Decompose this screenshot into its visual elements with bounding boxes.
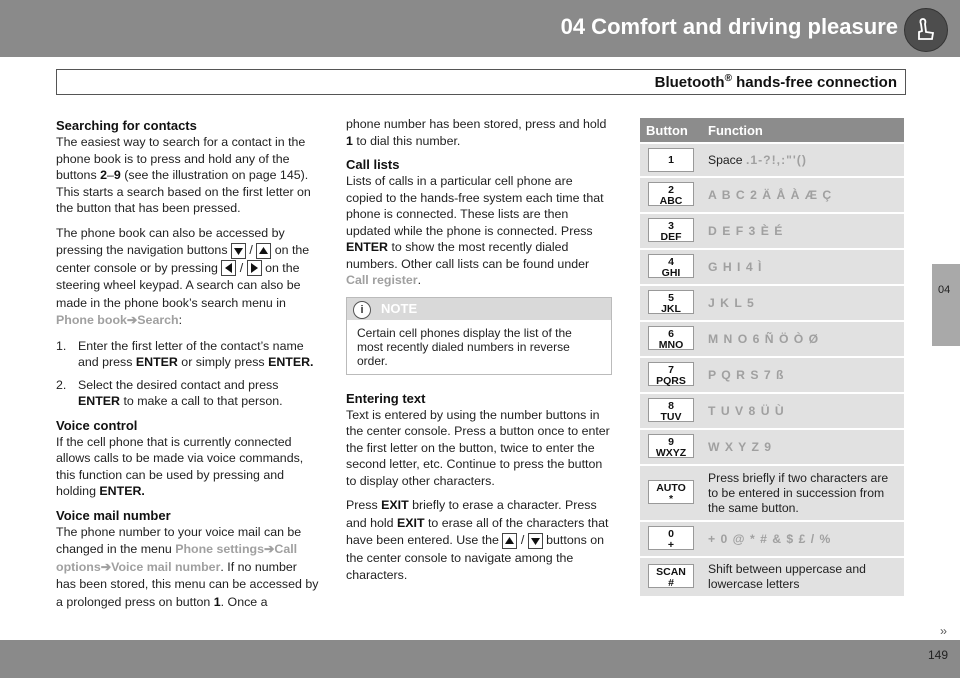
paragraph-voice-mail: The phone number to your voice mail can be changed in the menu Phone settings➔Call options➔Voice mail number. If no number has been stored, this menu can be accessed by a prolonged press on button 1. Once a [56,524,319,609]
function-cell: W X Y Z 9 [702,430,904,464]
table-row [640,358,904,392]
keypad-button-icon: 5 JKL [648,290,694,314]
function-cell: G H I 4 Ì [702,250,904,284]
button-cell [640,322,702,356]
paragraph-phonebook-access: The phone book can also be accessed by pressing the navigation buttons / on the center console or by pressing / on the steering wheel keypad. A search can also be made in the phone book’s search menu in Phone book➔Search: [56,225,310,327]
button-cell [640,144,702,176]
heading-call-lists: Call lists [346,157,400,172]
table-row [640,178,904,212]
paragraph-dial-voicemail: phone number has been stored, press and hold 1 to dial this number. [346,117,607,148]
right-arrow-icon [247,260,262,276]
function-cell: T U V 8 Ü Ù [702,394,904,428]
left-arrow-icon [221,260,236,276]
heading-entering-text: Entering text [346,390,426,406]
table-row [640,322,904,356]
keypad-button-icon: 2 ABC [648,182,694,206]
function-cell: P Q R S 7 ß [702,358,904,392]
keypad-button-icon: SCAN # [648,564,694,588]
column-header-function: Function [702,118,904,142]
note-header [347,298,611,320]
car-seat-icon [904,8,948,52]
up-triangle-icon [502,533,517,549]
note-label: NOTE [381,300,418,316]
paragraph-entering-text: Text is entered by using the number buttons in the center console. Press a button once to enter the first letter on the button, twice to enter the second letter, etc. Continue to press the button to display other characters. [346,407,610,488]
down-triangle-icon [528,533,543,549]
button-cell [640,286,702,320]
table-row [640,144,904,176]
button-cell [640,522,702,556]
down-triangle-icon [231,243,246,259]
function-cell: Space .1-?!,:"'() [702,144,904,176]
keypad-button-icon: 9 WXYZ [648,434,694,458]
section-title: Bluetooth® hands-free connection [654,73,897,91]
button-cell [640,466,702,520]
search-steps [56,338,320,410]
continued-marker: ›› [940,624,946,638]
section-header [56,69,906,95]
keypad-button-icon: 1 [648,148,694,172]
menu-call-register: Call register [346,273,418,287]
button-cell [640,558,702,596]
list-item: 2. Select the desired contact and press ENTER to make a call to that person. [56,377,283,408]
keypad-button-icon: AUTO * [648,480,694,504]
button-cell [640,358,702,392]
up-triangle-icon [256,243,271,259]
heading-searching-contacts: Searching for contacts [56,118,197,133]
function-cell: Press briefly if two characters are to be entered in succession from the same button. [702,466,904,520]
menu-phone-book: Phone book [56,313,127,327]
note-text: Certain cell phones display the list of the most recently dialed numbers in reverse order. [357,325,572,368]
keypad-button-icon: 6 MNO [648,326,694,350]
table-row [640,250,904,284]
button-cell [640,250,702,284]
table-row [640,522,904,556]
page-number: 149 [927,648,948,662]
header-bar [0,0,960,57]
button-cell [640,178,702,212]
info-icon: i [353,301,371,319]
paragraph-search-intro: The easiest way to search for a contact in the phone book is to press and hold any of the buttons 2–9 (see the illustration on page 145). This starts a search based on the first letter on the button that has been pressed. [56,135,311,215]
keypad-button-icon: 7 PQRS [648,362,694,386]
table-row [640,466,904,520]
heading-voice-control: Voice control [56,417,138,433]
paragraph-voice-control: If the cell phone that is currently connected allows calls to be made via voice commands, this function can be used by pressing and holding ENTER. [56,434,304,498]
table-row [640,558,904,596]
chapter-tab: 04 [932,264,960,346]
chapter-title: 04 Comfort and driving pleasure [560,14,898,39]
keypad-button-icon: 4 GHI [648,254,694,278]
button-cell [640,394,702,428]
column-header-button: Button [640,118,702,142]
button-function-table [640,116,904,598]
column-1 [56,118,320,619]
heading-voice-mail: Voice mail number [56,507,171,523]
function-cell: D E F 3 È É [702,214,904,248]
keypad-button-icon: 3 DEF [648,218,694,242]
table-header-row [640,118,904,142]
table-row [640,286,904,320]
function-cell: M N O 6 Ñ Ö Ò Ø [702,322,904,356]
table-row [640,430,904,464]
list-item: 1. Enter the first letter of the contact’s name and press ENTER or simply press ENTER. [56,338,314,369]
button-cell [640,214,702,248]
paragraph-call-lists: Lists of calls in a particular cell phone are copied to the hands-free system each time that phone is connected. These lists are then updated while the phone is connected. Press ENTER to show the most recently dialed numbers. Other call lists can be found under Call register. [346,174,604,287]
function-cell: Shift between uppercase and lowercase letters [702,558,904,596]
table-row [640,214,904,248]
footer-bar [0,640,960,678]
paragraph-exit: Press EXIT briefly to erase a character. Press and hold EXIT to erase all of the characters that have been entered. Use the / buttons on the center console to navigate among the characters. [346,498,609,582]
table-row [640,394,904,428]
keypad-button-icon: 8 TUV [648,398,694,422]
keypad-button-icon: 0 + [648,526,694,550]
menu-search: Search [137,313,179,327]
function-cell: + 0 @ * # & $ £ / % [702,522,904,556]
note-box [346,297,612,375]
button-cell [640,430,702,464]
function-cell: A B C 2 Ä Å À Æ Ç [702,178,904,212]
column-2 [346,116,612,593]
function-cell: J K L 5 [702,286,904,320]
